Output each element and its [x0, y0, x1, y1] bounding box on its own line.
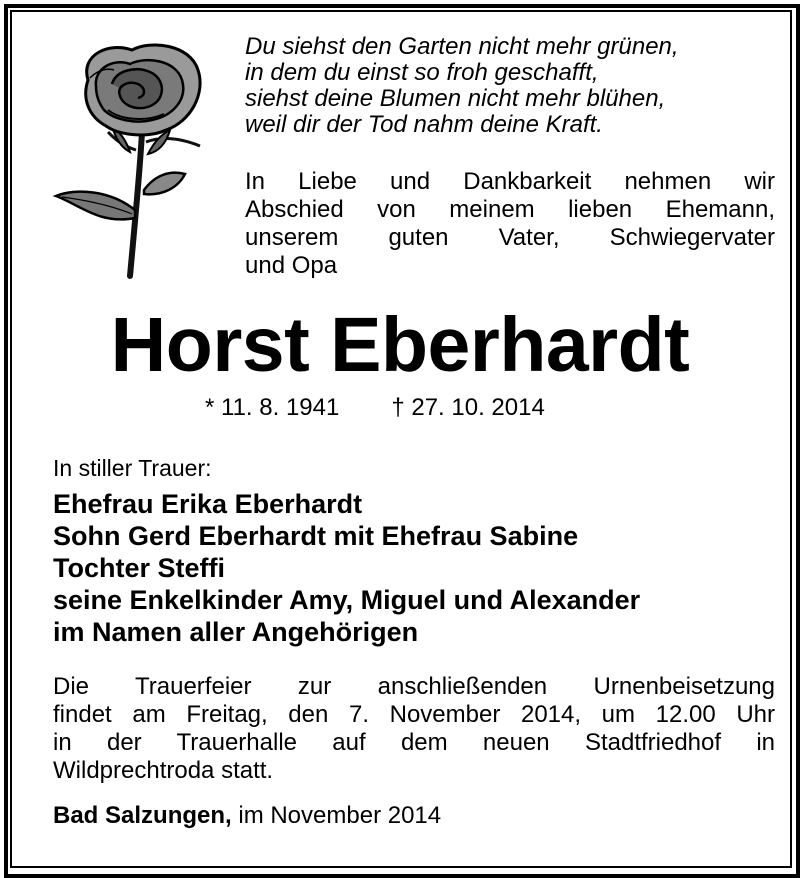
birth-date: * 11. 8. 1941	[205, 394, 340, 421]
funeral-info	[53, 673, 775, 785]
closing-line	[53, 802, 441, 830]
mourning-label: In stiller Trauer:	[53, 455, 212, 481]
death-date: † 27. 10. 2014	[391, 394, 545, 421]
mourner-line: seine Enkelkinder Amy, Miguel und Alexander	[53, 585, 641, 615]
intro-line: In Liebe und Dankbarkeit nehmen wir	[245, 168, 775, 195]
mourner-line: Ehefrau Erika Eberhardt	[53, 489, 363, 519]
mourners-list	[53, 488, 773, 648]
mourner-line: Tochter Steffi	[53, 553, 226, 583]
funeral-line: in der Trauerhalle auf dem neuen Stadtfriedhof in	[53, 729, 775, 756]
funeral-line: Die Trauerfeier zur anschließenden Urnenbeisetzung	[53, 673, 775, 700]
poem-line: weil dir der Tod nahm deine Kraft.	[245, 111, 603, 138]
intro-text	[245, 168, 775, 280]
life-dates	[205, 394, 545, 422]
deceased-name: Horst Eberhardt	[110, 302, 690, 388]
mourner-line: im Namen aller Angehörigen	[53, 617, 419, 647]
poem-line: siehst deine Blumen nicht mehr blühen,	[245, 85, 666, 112]
mourner-line: Sohn Gerd Eberhardt mit Ehefrau Sabine	[53, 521, 579, 551]
closing-place: Bad Salzungen,	[53, 802, 232, 829]
poem-line: Du siehst den Garten nicht mehr grünen,	[245, 33, 679, 60]
closing-date: im November 2014	[238, 802, 442, 829]
funeral-line: Wildprechtroda statt.	[53, 757, 274, 784]
intro-line: Abschied von meinem lieben Ehemann,	[245, 196, 775, 223]
funeral-line: findet am Freitag, den 7. November 2014, um 12.00 Uhr	[53, 701, 775, 728]
rose-icon	[50, 40, 220, 280]
intro-line: und Opa	[245, 252, 338, 279]
poem-line: in dem du einst so froh geschafft,	[245, 59, 599, 86]
poem	[245, 34, 785, 138]
intro-line: unserem guten Vater, Schwiegervater	[245, 224, 775, 251]
